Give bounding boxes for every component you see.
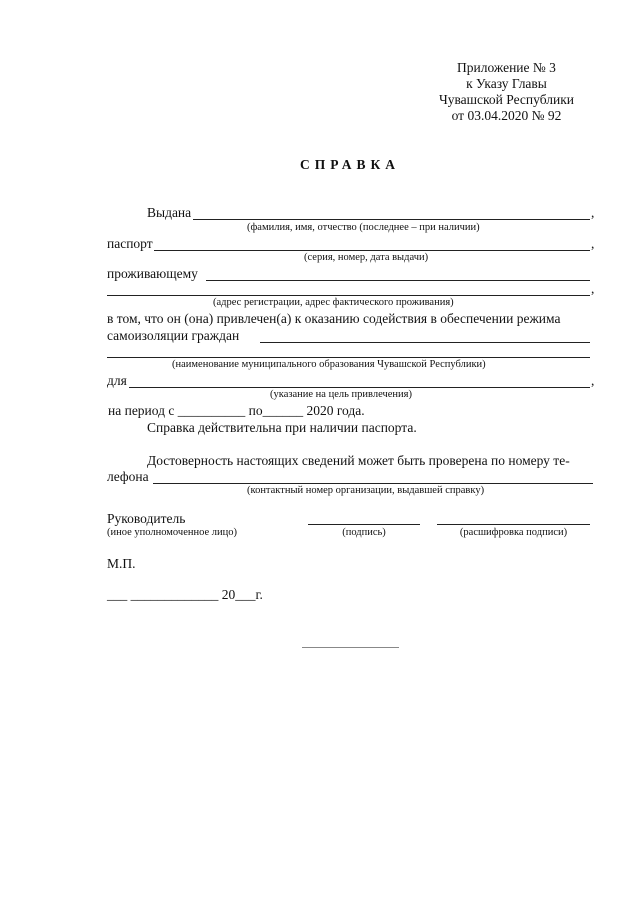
phone-hint: (контактный номер организации, выдавшей справку) [247, 485, 485, 496]
signature-decode-field[interactable] [437, 524, 590, 525]
issued-hint: (фамилия, имя, отчество (последнее – при наличии) [247, 222, 480, 233]
municipality-field[interactable] [107, 357, 590, 358]
passport-field[interactable] [154, 250, 590, 251]
decode-hint: (расшифровка подписи) [459, 527, 568, 538]
passport-comma: , [591, 236, 595, 251]
passport-label: паспорт [107, 236, 153, 251]
verify-line-1: Достоверность настоящих сведений может быть проверена по номеру те- [147, 453, 570, 468]
sign-hint: (подпись) [342, 527, 386, 538]
appendix-block [439, 60, 574, 124]
appendix-line-4: от 03.04.2020 № 92 [451, 108, 562, 123]
validity-text: Справка действительна при наличии паспорта. [147, 420, 417, 435]
issued-comma: , [591, 205, 595, 220]
issued-label: Выдана [147, 205, 192, 220]
appendix-line-3: Чувашской Республики [438, 92, 574, 107]
appendix-line-1: Приложение № 3 [457, 60, 556, 75]
document-title: СПРАВКА [299, 157, 401, 172]
statement-line-2: самоизоляции граждан [107, 328, 240, 343]
residing-field[interactable] [206, 280, 590, 281]
date-text: ___ _____________ 20___г. [107, 587, 263, 602]
purpose-field[interactable] [129, 387, 590, 388]
address-comma: , [591, 281, 595, 296]
head-hint: (иное уполномоченное лицо) [107, 527, 237, 538]
verify-line-2: лефона [107, 469, 149, 484]
head-label: Руководитель [107, 511, 186, 526]
stamp-label: М.П. [107, 556, 136, 571]
signature-field[interactable] [308, 524, 420, 525]
phone-field[interactable] [153, 483, 593, 484]
address-field[interactable] [107, 295, 590, 296]
statement-line-1: в том, что он (она) привлечен(а) к оказанию содействия в обеспечении режима [107, 311, 561, 326]
municipality-hint: (наименование муниципального образования Чувашской Республики) [172, 359, 486, 370]
period-text: на период с __________ по______ 2020 года. [108, 403, 365, 418]
purpose-hint: (указание на цель привлечения) [270, 389, 412, 400]
passport-hint: (серия, номер, дата выдачи) [304, 252, 429, 263]
closing-separator [302, 647, 399, 648]
residing-label: проживающему [107, 266, 198, 281]
issued-name-field[interactable] [193, 219, 590, 220]
address-hint: (адрес регистрации, адрес фактического проживания) [213, 297, 454, 308]
purpose-label: для [107, 373, 127, 388]
self-isolation-field[interactable] [260, 342, 590, 343]
purpose-comma: , [591, 373, 595, 388]
appendix-line-2: к Указу Главы [466, 76, 547, 91]
